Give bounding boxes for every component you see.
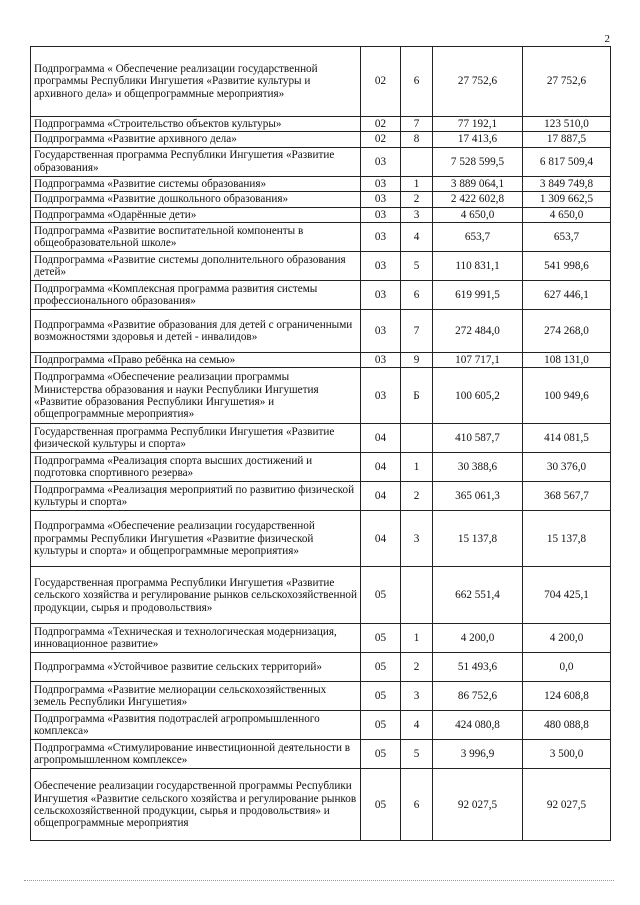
table-row	[31, 682, 611, 711]
subprogram-code-cell: 2	[401, 482, 433, 511]
amount-year1-cell: 619 991,5	[433, 281, 523, 310]
amount-year2-cell: 3 500,0	[523, 740, 611, 769]
program-name-cell: Подпрограмма « Обеспечение реализации государственной программы Республики Ингушетия «Развитие культуры и архивного дела» и общепрограммные мероприятия»	[31, 47, 361, 117]
subprogram-code-cell: 6	[401, 47, 433, 117]
program-name-cell: Подпрограмма «Развитие мелиорации сельскохозяйственных земель Республики Ингушетия»	[31, 682, 361, 711]
table-row	[31, 47, 611, 117]
amount-year2-cell: 108 131,0	[523, 353, 611, 368]
table-row	[31, 132, 611, 147]
table-row	[31, 567, 611, 624]
program-name-cell: Подпрограмма «Развитие архивного дела»	[31, 132, 361, 147]
table-row	[31, 281, 611, 310]
program-name-cell: Подпрограмма «Одарённые дети»	[31, 207, 361, 222]
subprogram-code-cell: 7	[401, 117, 433, 132]
table-body	[31, 47, 611, 841]
program-name-cell: Подпрограмма «Обеспечение реализации государственной программы Республики Ингушетия «Развитие физической культуры и спорта» и общепрограммные мероприятия»	[31, 511, 361, 567]
program-code-cell: 04	[361, 511, 401, 567]
table-row	[31, 482, 611, 511]
program-name-cell: Подпрограмма «Техническая и технологическая модернизация, инновационное развитие»	[31, 624, 361, 653]
program-name-cell: Подпрограмма «Развитие системы образования»	[31, 176, 361, 191]
subprogram-code-cell: 6	[401, 769, 433, 841]
table-row	[31, 653, 611, 682]
subprogram-code-cell	[401, 424, 433, 453]
program-name-cell: Государственная программа Республики Ингушетия «Развитие сельского хозяйства и регулирование рынков сельскохозяйственной продукции, сырья и продовольствия»	[31, 567, 361, 624]
program-name-cell: Подпрограмма «Комплексная программа развития системы профессионального образования»	[31, 281, 361, 310]
program-name-cell: Подпрограмма «Развитие системы дополнительного образования детей»	[31, 252, 361, 281]
program-name-cell: Подпрограмма «Развитие воспитательной компоненты в общеобразовательной школе»	[31, 223, 361, 252]
program-name-cell: Подпрограмма «Развитие дошкольного образования»	[31, 192, 361, 207]
program-code-cell: 05	[361, 653, 401, 682]
amount-year2-cell: 6 817 509,4	[523, 147, 611, 176]
program-code-cell: 03	[361, 147, 401, 176]
subprogram-code-cell: 2	[401, 653, 433, 682]
amount-year1-cell: 51 493,6	[433, 653, 523, 682]
table-row	[31, 252, 611, 281]
program-code-cell: 03	[361, 353, 401, 368]
amount-year2-cell: 274 268,0	[523, 310, 611, 353]
amount-year2-cell: 480 088,8	[523, 711, 611, 740]
amount-year2-cell: 4 200,0	[523, 624, 611, 653]
subprogram-code-cell: Б	[401, 368, 433, 424]
program-code-cell: 05	[361, 769, 401, 841]
program-name-cell: Подпрограмма «Реализация мероприятий по развитию физической культуры и спорта»	[31, 482, 361, 511]
program-code-cell: 03	[361, 252, 401, 281]
amount-year2-cell: 653,7	[523, 223, 611, 252]
amount-year1-cell: 86 752,6	[433, 682, 523, 711]
amount-year2-cell: 704 425,1	[523, 567, 611, 624]
program-code-cell: 05	[361, 740, 401, 769]
subprogram-code-cell: 9	[401, 353, 433, 368]
table-row	[31, 453, 611, 482]
program-code-cell: 03	[361, 310, 401, 353]
budget-table	[30, 46, 611, 841]
amount-year1-cell: 92 027,5	[433, 769, 523, 841]
amount-year1-cell: 4 650,0	[433, 207, 523, 222]
table-row	[31, 353, 611, 368]
amount-year1-cell: 4 200,0	[433, 624, 523, 653]
amount-year1-cell: 110 831,1	[433, 252, 523, 281]
amount-year2-cell: 30 376,0	[523, 453, 611, 482]
amount-year1-cell: 272 484,0	[433, 310, 523, 353]
amount-year2-cell: 0,0	[523, 653, 611, 682]
amount-year1-cell: 107 717,1	[433, 353, 523, 368]
program-code-cell: 03	[361, 223, 401, 252]
amount-year1-cell: 7 528 599,5	[433, 147, 523, 176]
amount-year2-cell: 1 309 662,5	[523, 192, 611, 207]
table-row	[31, 147, 611, 176]
amount-year2-cell: 17 887,5	[523, 132, 611, 147]
program-name-cell: Подпрограмма «Развитие образования для детей с ограниченными возможностями здоровья и детей - инвалидов»	[31, 310, 361, 353]
subprogram-code-cell: 7	[401, 310, 433, 353]
amount-year2-cell: 27 752,6	[523, 47, 611, 117]
page-number: 2	[604, 33, 610, 45]
amount-year1-cell: 410 587,7	[433, 424, 523, 453]
amount-year2-cell: 100 949,6	[523, 368, 611, 424]
amount-year1-cell: 100 605,2	[433, 368, 523, 424]
amount-year1-cell: 15 137,8	[433, 511, 523, 567]
program-code-cell: 03	[361, 207, 401, 222]
amount-year2-cell: 4 650,0	[523, 207, 611, 222]
subprogram-code-cell: 5	[401, 252, 433, 281]
amount-year2-cell: 123 510,0	[523, 117, 611, 132]
amount-year2-cell: 3 849 749,8	[523, 176, 611, 191]
program-code-cell: 05	[361, 682, 401, 711]
program-name-cell: Подпрограмма «Развития подотраслей агропромышленного комплекса»	[31, 711, 361, 740]
table-row	[31, 769, 611, 841]
subprogram-code-cell: 3	[401, 682, 433, 711]
table-row	[31, 624, 611, 653]
program-code-cell: 04	[361, 453, 401, 482]
subprogram-code-cell: 1	[401, 624, 433, 653]
table-row	[31, 740, 611, 769]
program-code-cell: 03	[361, 368, 401, 424]
table-row	[31, 310, 611, 353]
subprogram-code-cell: 3	[401, 511, 433, 567]
subprogram-code-cell: 4	[401, 711, 433, 740]
program-code-cell: 02	[361, 132, 401, 147]
program-code-cell: 02	[361, 47, 401, 117]
program-name-cell: Подпрограмма «Реализация спорта высших достижений и подготовка спортивного резерва»	[31, 453, 361, 482]
amount-year2-cell: 15 137,8	[523, 511, 611, 567]
table-row	[31, 424, 611, 453]
table-row	[31, 176, 611, 191]
program-code-cell: 04	[361, 482, 401, 511]
table-row	[31, 117, 611, 132]
page-bottom-divider	[24, 880, 614, 881]
subprogram-code-cell: 1	[401, 453, 433, 482]
table-row	[31, 192, 611, 207]
subprogram-code-cell	[401, 567, 433, 624]
amount-year2-cell: 124 608,8	[523, 682, 611, 711]
amount-year2-cell: 414 081,5	[523, 424, 611, 453]
program-name-cell: Подпрограмма «Право ребёнка на семью»	[31, 353, 361, 368]
subprogram-code-cell: 8	[401, 132, 433, 147]
table-row	[31, 711, 611, 740]
subprogram-code-cell	[401, 147, 433, 176]
amount-year1-cell: 365 061,3	[433, 482, 523, 511]
subprogram-code-cell: 4	[401, 223, 433, 252]
subprogram-code-cell: 3	[401, 207, 433, 222]
amount-year2-cell: 541 998,6	[523, 252, 611, 281]
table-row	[31, 511, 611, 567]
program-name-cell: Обеспечение реализации государственной программы Республики Ингушетия «Развитие сельского хозяйства и регулирование рынков сельскохозяйственной продукции, сырья и продовольствия» и общепрограммные мероприятия	[31, 769, 361, 841]
program-name-cell: Государственная программа Республики Ингушетия «Развитие физической культуры и спорта»	[31, 424, 361, 453]
amount-year1-cell: 17 413,6	[433, 132, 523, 147]
subprogram-code-cell: 2	[401, 192, 433, 207]
program-code-cell: 05	[361, 624, 401, 653]
amount-year1-cell: 2 422 602,8	[433, 192, 523, 207]
program-name-cell: Подпрограмма «Строительство объектов культуры»	[31, 117, 361, 132]
amount-year1-cell: 653,7	[433, 223, 523, 252]
program-name-cell: Государственная программа Республики Ингушетия «Развитие образования»	[31, 147, 361, 176]
program-code-cell: 03	[361, 176, 401, 191]
amount-year2-cell: 627 446,1	[523, 281, 611, 310]
program-code-cell: 02	[361, 117, 401, 132]
program-name-cell: Подпрограмма «Стимулирование инвестиционной деятельности в агропромышленном комплексе»	[31, 740, 361, 769]
amount-year2-cell: 368 567,7	[523, 482, 611, 511]
amount-year1-cell: 3 996,9	[433, 740, 523, 769]
amount-year1-cell: 424 080,8	[433, 711, 523, 740]
subprogram-code-cell: 1	[401, 176, 433, 191]
program-code-cell: 04	[361, 424, 401, 453]
amount-year1-cell: 27 752,6	[433, 47, 523, 117]
amount-year1-cell: 662 551,4	[433, 567, 523, 624]
program-code-cell: 05	[361, 567, 401, 624]
program-name-cell: Подпрограмма «Обеспечение реализации программы Министерства образования и науки Республики Ингушетия «Развитие образования Республики Ингушетия» и общепрограммные мероприятия»	[31, 368, 361, 424]
table-row	[31, 223, 611, 252]
amount-year1-cell: 77 192,1	[433, 117, 523, 132]
program-code-cell: 03	[361, 192, 401, 207]
program-name-cell: Подпрограмма «Устойчивое развитие сельских территорий»	[31, 653, 361, 682]
amount-year2-cell: 92 027,5	[523, 769, 611, 841]
table-row	[31, 368, 611, 424]
amount-year1-cell: 30 388,6	[433, 453, 523, 482]
subprogram-code-cell: 6	[401, 281, 433, 310]
program-code-cell: 05	[361, 711, 401, 740]
program-code-cell: 03	[361, 281, 401, 310]
subprogram-code-cell: 5	[401, 740, 433, 769]
amount-year1-cell: 3 889 064,1	[433, 176, 523, 191]
table-row	[31, 207, 611, 222]
